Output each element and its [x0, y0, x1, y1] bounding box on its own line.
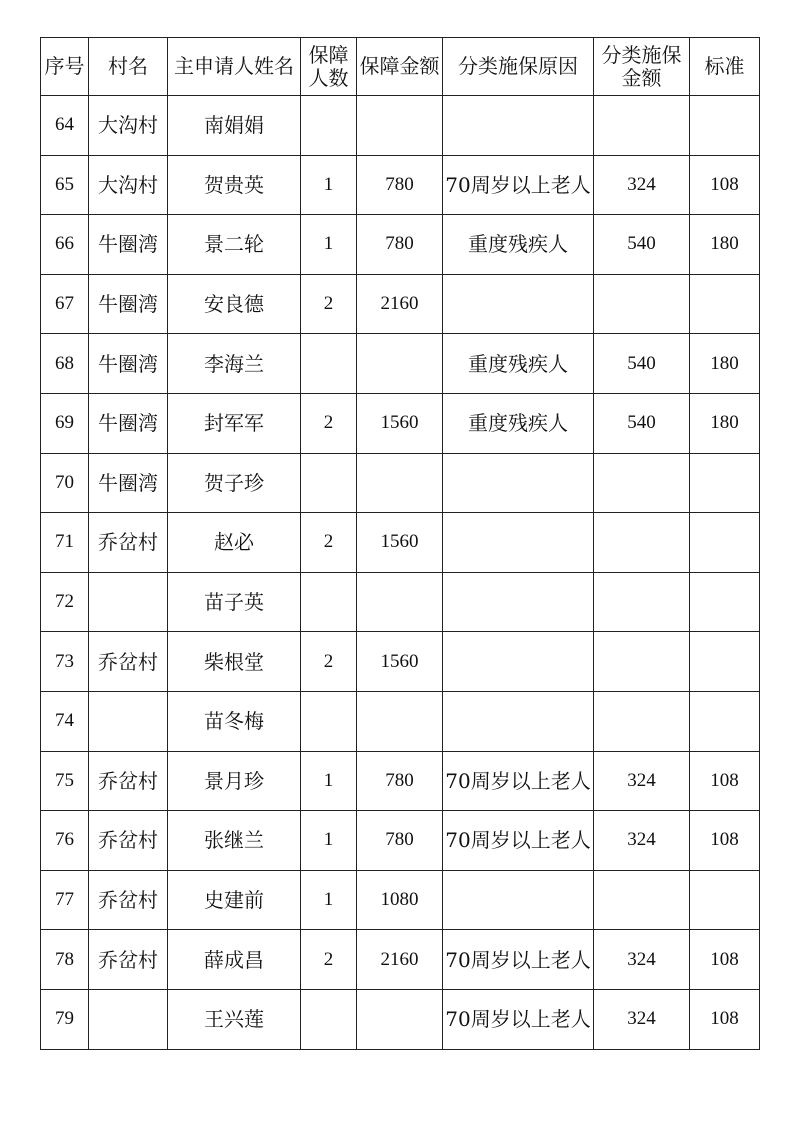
- cell-persons: 1: [301, 215, 357, 275]
- table-row: [41, 572, 760, 632]
- cell-class-amount: 540: [594, 334, 690, 394]
- cell-amount: 1560: [357, 513, 443, 573]
- cell-amount: [357, 453, 443, 513]
- cell-no: 73: [41, 632, 89, 692]
- cell-reason: [443, 691, 594, 751]
- cell-village: [89, 989, 168, 1049]
- cell-no: 65: [41, 155, 89, 215]
- cell-village: 牛圈湾: [89, 215, 168, 275]
- cell-persons: [301, 691, 357, 751]
- cell-no: 71: [41, 513, 89, 573]
- cell-standard: 108: [690, 751, 760, 811]
- cell-no: 75: [41, 751, 89, 811]
- cell-persons: [301, 96, 357, 156]
- cell-applicant-name: 景月珍: [168, 751, 301, 811]
- cell-persons: 2: [301, 393, 357, 453]
- cell-standard: 180: [690, 215, 760, 275]
- cell-class-amount: [594, 96, 690, 156]
- cell-applicant-name: 李海兰: [168, 334, 301, 394]
- table-row: [41, 453, 760, 513]
- cell-applicant-name: 安良德: [168, 274, 301, 334]
- cell-no: 66: [41, 215, 89, 275]
- cell-standard: [690, 572, 760, 632]
- table-row: [41, 930, 760, 990]
- cell-no: 67: [41, 274, 89, 334]
- cell-class-amount: [594, 632, 690, 692]
- cell-amount: 780: [357, 215, 443, 275]
- table-row: [41, 632, 760, 692]
- cell-reason: 70周岁以上老人: [443, 751, 594, 811]
- cell-standard: 108: [690, 155, 760, 215]
- cell-village: [89, 691, 168, 751]
- cell-persons: 1: [301, 751, 357, 811]
- cell-applicant-name: 贺子珍: [168, 453, 301, 513]
- cell-amount: 1560: [357, 632, 443, 692]
- cell-reason: [443, 453, 594, 513]
- cell-no: 72: [41, 572, 89, 632]
- cell-no: 77: [41, 870, 89, 930]
- cell-standard: [690, 274, 760, 334]
- cell-persons: [301, 989, 357, 1049]
- cell-class-amount: 324: [594, 155, 690, 215]
- cell-standard: [690, 96, 760, 156]
- cell-reason: 70周岁以上老人: [443, 930, 594, 990]
- cell-no: 79: [41, 989, 89, 1049]
- cell-standard: [690, 453, 760, 513]
- cell-standard: [690, 870, 760, 930]
- cell-applicant-name: 王兴莲: [168, 989, 301, 1049]
- cell-persons: [301, 453, 357, 513]
- cell-persons: 1: [301, 811, 357, 871]
- cell-amount: 780: [357, 811, 443, 871]
- cell-reason: [443, 572, 594, 632]
- cell-class-amount: 324: [594, 930, 690, 990]
- cell-persons: 2: [301, 632, 357, 692]
- cell-class-amount: 324: [594, 989, 690, 1049]
- table-row: [41, 215, 760, 275]
- cell-standard: [690, 691, 760, 751]
- cell-amount: [357, 691, 443, 751]
- cell-no: 68: [41, 334, 89, 394]
- cell-village: 乔岔村: [89, 870, 168, 930]
- table-body: [41, 96, 760, 1050]
- cell-applicant-name: 南娟娟: [168, 96, 301, 156]
- cell-village: 牛圈湾: [89, 334, 168, 394]
- table-row: [41, 989, 760, 1049]
- cell-applicant-name: 史建前: [168, 870, 301, 930]
- cell-amount: [357, 572, 443, 632]
- cell-standard: 180: [690, 393, 760, 453]
- header-class-amount: 分类施保金额: [594, 38, 690, 96]
- cell-applicant-name: 贺贵英: [168, 155, 301, 215]
- table-row: [41, 96, 760, 156]
- cell-applicant-name: 赵必: [168, 513, 301, 573]
- cell-amount: 1560: [357, 393, 443, 453]
- table-row: [41, 513, 760, 573]
- cell-amount: [357, 96, 443, 156]
- cell-class-amount: [594, 453, 690, 513]
- allowance-table-sheet: [40, 37, 760, 1050]
- cell-reason: [443, 870, 594, 930]
- table-row: [41, 751, 760, 811]
- cell-applicant-name: 张继兰: [168, 811, 301, 871]
- cell-no: 64: [41, 96, 89, 156]
- table-row: [41, 155, 760, 215]
- cell-village: [89, 572, 168, 632]
- allowance-table: [40, 37, 760, 1050]
- cell-village: 乔岔村: [89, 930, 168, 990]
- cell-amount: 2160: [357, 274, 443, 334]
- cell-amount: 1080: [357, 870, 443, 930]
- cell-reason: 重度残疾人: [443, 215, 594, 275]
- cell-class-amount: [594, 572, 690, 632]
- table-row: [41, 811, 760, 871]
- cell-persons: [301, 572, 357, 632]
- cell-standard: 180: [690, 334, 760, 394]
- cell-no: 70: [41, 453, 89, 513]
- table-row: [41, 393, 760, 453]
- cell-reason: 70周岁以上老人: [443, 811, 594, 871]
- cell-village: 大沟村: [89, 155, 168, 215]
- cell-class-amount: 324: [594, 811, 690, 871]
- cell-reason: [443, 274, 594, 334]
- cell-amount: 780: [357, 751, 443, 811]
- cell-no: 74: [41, 691, 89, 751]
- cell-no: 69: [41, 393, 89, 453]
- cell-standard: [690, 632, 760, 692]
- header-standard: 标准: [690, 38, 760, 96]
- header-no: 序号: [41, 38, 89, 96]
- header-village: 村名: [89, 38, 168, 96]
- cell-reason: 重度残疾人: [443, 393, 594, 453]
- cell-reason: [443, 96, 594, 156]
- cell-class-amount: [594, 274, 690, 334]
- cell-persons: 2: [301, 274, 357, 334]
- cell-village: 乔岔村: [89, 751, 168, 811]
- cell-village: 乔岔村: [89, 811, 168, 871]
- cell-village: 乔岔村: [89, 513, 168, 573]
- cell-amount: [357, 989, 443, 1049]
- cell-village: 牛圈湾: [89, 393, 168, 453]
- cell-standard: 108: [690, 989, 760, 1049]
- cell-class-amount: [594, 691, 690, 751]
- header-reason: 分类施保原因: [443, 38, 594, 96]
- cell-amount: [357, 334, 443, 394]
- cell-amount: 2160: [357, 930, 443, 990]
- cell-no: 78: [41, 930, 89, 990]
- table-row: [41, 274, 760, 334]
- cell-class-amount: 324: [594, 751, 690, 811]
- cell-no: 76: [41, 811, 89, 871]
- cell-persons: 1: [301, 155, 357, 215]
- cell-reason: [443, 632, 594, 692]
- cell-reason: 70周岁以上老人: [443, 155, 594, 215]
- cell-village: 乔岔村: [89, 632, 168, 692]
- cell-class-amount: [594, 513, 690, 573]
- cell-applicant-name: 景二轮: [168, 215, 301, 275]
- cell-village: 牛圈湾: [89, 274, 168, 334]
- cell-persons: 2: [301, 930, 357, 990]
- cell-village: 牛圈湾: [89, 453, 168, 513]
- cell-applicant-name: 封军军: [168, 393, 301, 453]
- cell-applicant-name: 苗子英: [168, 572, 301, 632]
- table-row: [41, 334, 760, 394]
- cell-reason: 70周岁以上老人: [443, 989, 594, 1049]
- header-persons: 保障人数: [301, 38, 357, 96]
- cell-class-amount: [594, 870, 690, 930]
- table-row: [41, 870, 760, 930]
- cell-reason: 重度残疾人: [443, 334, 594, 394]
- cell-standard: [690, 513, 760, 573]
- cell-class-amount: 540: [594, 393, 690, 453]
- cell-standard: 108: [690, 930, 760, 990]
- table-row: [41, 691, 760, 751]
- header-amount: 保障金额: [357, 38, 443, 96]
- cell-persons: 2: [301, 513, 357, 573]
- cell-persons: [301, 334, 357, 394]
- cell-persons: 1: [301, 870, 357, 930]
- cell-applicant-name: 柴根堂: [168, 632, 301, 692]
- cell-applicant-name: 苗冬梅: [168, 691, 301, 751]
- cell-reason: [443, 513, 594, 573]
- cell-village: 大沟村: [89, 96, 168, 156]
- header-applicant-name: 主申请人姓名: [168, 38, 301, 96]
- cell-class-amount: 540: [594, 215, 690, 275]
- cell-amount: 780: [357, 155, 443, 215]
- header-row: [41, 38, 760, 96]
- cell-standard: 108: [690, 811, 760, 871]
- cell-applicant-name: 薛成昌: [168, 930, 301, 990]
